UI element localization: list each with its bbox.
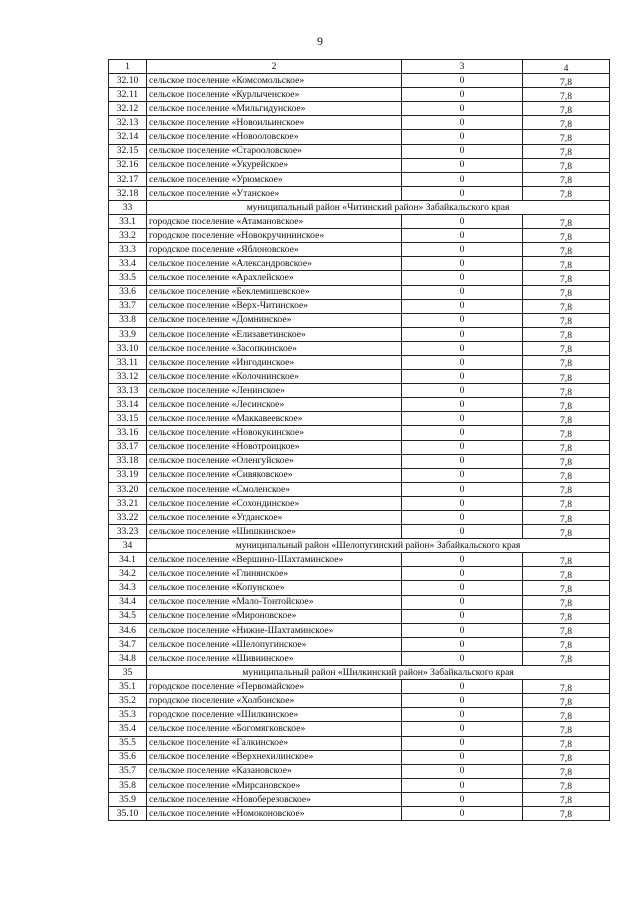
settlement-name: городское поселение «Атамановское»: [147, 215, 402, 229]
column-header-4: 4: [523, 60, 610, 74]
row-number: 35.7: [109, 764, 147, 778]
settlement-name: городское поселение «Шилкинское»: [147, 708, 402, 722]
row-number: 33.23: [109, 525, 147, 539]
column-4-value: 7,8: [523, 680, 610, 694]
table-row: [109, 496, 610, 510]
settlement-name: сельское поселение «Мирсановское»: [147, 778, 402, 792]
column-3-value: 0: [402, 243, 523, 257]
table-row: [109, 144, 610, 158]
column-3-value: 0: [402, 257, 523, 271]
row-number: 33.7: [109, 299, 147, 313]
row-number: 32.13: [109, 116, 147, 130]
column-3-value: 0: [402, 426, 523, 440]
table-header-row: [109, 60, 610, 74]
column-4-value: 7,8: [523, 806, 610, 820]
settlement-name: сельское поселение «Мильгидунское»: [147, 102, 402, 116]
settlement-name: сельское поселение «Шишкинское»: [147, 525, 402, 539]
table-row: [109, 651, 610, 665]
table-row: [109, 595, 610, 609]
column-3-value: 0: [402, 440, 523, 454]
row-number: 33.2: [109, 229, 147, 243]
row-number: 33.16: [109, 426, 147, 440]
column-3-value: 0: [402, 496, 523, 510]
column-4-value: 7,8: [523, 257, 610, 271]
settlement-name: сельское поселение «Лесинское»: [147, 398, 402, 412]
table-row: [109, 468, 610, 482]
column-4-value: 7,8: [523, 778, 610, 792]
settlement-name: сельское поселение «Старооловское»: [147, 144, 402, 158]
table-row: [109, 440, 610, 454]
settlement-name: сельское поселение «Александровское»: [147, 257, 402, 271]
column-4-value: 7,8: [523, 172, 610, 186]
column-3-value: 0: [402, 271, 523, 285]
table-row: [109, 186, 610, 200]
settlement-name: сельское поселение «Верхнехилинское»: [147, 750, 402, 764]
settlement-name: сельское поселение «Колочнинское»: [147, 370, 402, 384]
row-number: 33.9: [109, 327, 147, 341]
table-row: [109, 257, 610, 271]
column-3-value: 0: [402, 285, 523, 299]
column-3-value: 0: [402, 398, 523, 412]
table-row: [109, 285, 610, 299]
settlement-name: сельское поселение «Маккавеевское»: [147, 412, 402, 426]
table-row: [109, 623, 610, 637]
column-3-value: 0: [402, 341, 523, 355]
settlement-name: сельское поселение «Беклемишевское»: [147, 285, 402, 299]
settlement-name: сельское поселение «Арахлейское»: [147, 271, 402, 285]
settlement-name: сельское поселение «Глинянское»: [147, 567, 402, 581]
table-row: [109, 341, 610, 355]
row-number: 32.10: [109, 74, 147, 88]
row-number: 35.4: [109, 722, 147, 736]
column-4-value: 7,8: [523, 426, 610, 440]
row-number: 33.20: [109, 482, 147, 496]
column-header-2: 2: [147, 60, 402, 74]
row-number: 34.5: [109, 609, 147, 623]
column-3-value: 0: [402, 116, 523, 130]
column-4-value: 7,8: [523, 158, 610, 172]
table-row: [109, 313, 610, 327]
column-4-value: 7,8: [523, 398, 610, 412]
row-number: 33.21: [109, 496, 147, 510]
row-number: 34.6: [109, 623, 147, 637]
settlement-name: сельское поселение «Домнинское»: [147, 313, 402, 327]
table-row: [109, 680, 610, 694]
column-3-value: 0: [402, 750, 523, 764]
row-number: 33.4: [109, 257, 147, 271]
row-number: 32.15: [109, 144, 147, 158]
column-3-value: 0: [402, 158, 523, 172]
row-number: 32.17: [109, 172, 147, 186]
settlement-name: сельское поселение «Новотроицкое»: [147, 440, 402, 454]
row-number: 35.6: [109, 750, 147, 764]
column-3-value: 0: [402, 186, 523, 200]
section-row: [109, 200, 610, 214]
section-row: [109, 666, 610, 680]
column-4-value: 7,8: [523, 327, 610, 341]
row-number: 35.8: [109, 778, 147, 792]
column-4-value: 7,8: [523, 341, 610, 355]
column-3-value: 0: [402, 581, 523, 595]
column-4-value: 7,8: [523, 609, 610, 623]
section-number: 34: [109, 539, 147, 553]
settlement-name: сельское поселение «Смоленское»: [147, 482, 402, 496]
column-4-value: 7,8: [523, 285, 610, 299]
settlement-name: сельское поселение «Комсомольское»: [147, 74, 402, 88]
table-row: [109, 806, 610, 820]
table-row: [109, 327, 610, 341]
column-4-value: 7,8: [523, 623, 610, 637]
table-row: [109, 172, 610, 186]
column-3-value: 0: [402, 623, 523, 637]
row-number: 33.10: [109, 341, 147, 355]
table-row: [109, 130, 610, 144]
row-number: 32.11: [109, 88, 147, 102]
section-number: 33: [109, 200, 147, 214]
column-3-value: 0: [402, 778, 523, 792]
page-number: 9: [317, 34, 323, 48]
column-4-value: 7,8: [523, 736, 610, 750]
section-number: 35: [109, 666, 147, 680]
table-row: [109, 609, 610, 623]
table-row: [109, 384, 610, 398]
settlement-name: сельское поселение «Елизаветинское»: [147, 327, 402, 341]
table-row: [109, 116, 610, 130]
column-3-value: 0: [402, 313, 523, 327]
table-row: [109, 271, 610, 285]
table-row: [109, 158, 610, 172]
row-number: 33.18: [109, 454, 147, 468]
column-4-value: 7,8: [523, 553, 610, 567]
column-4-value: 7,8: [523, 313, 610, 327]
column-4-value: 7,8: [523, 440, 610, 454]
column-4-value: 7,8: [523, 186, 610, 200]
column-4-value: 7,8: [523, 144, 610, 158]
column-3-value: 0: [402, 525, 523, 539]
row-number: 33.5: [109, 271, 147, 285]
table-row: [109, 299, 610, 313]
settlement-name: сельское поселение «Сивяковское»: [147, 468, 402, 482]
settlement-name: сельское поселение «Верх-Читинское»: [147, 299, 402, 313]
column-4-value: 7,8: [523, 595, 610, 609]
column-4-value: 7,8: [523, 355, 610, 369]
table-row: [109, 764, 610, 778]
column-3-value: 0: [402, 172, 523, 186]
column-4-value: 7,8: [523, 454, 610, 468]
column-4-value: 7,8: [523, 722, 610, 736]
column-4-value: 7,8: [523, 694, 610, 708]
column-4-value: 7,8: [523, 299, 610, 313]
column-3-value: 0: [402, 553, 523, 567]
row-number: 33.3: [109, 243, 147, 257]
column-4-value: 7,8: [523, 468, 610, 482]
column-4-value: 7,8: [523, 88, 610, 102]
section-title: муниципальный район «Читинский район» Забайкальского края: [147, 200, 610, 214]
column-3-value: 0: [402, 792, 523, 806]
row-number: 35.9: [109, 792, 147, 806]
settlement-name: сельское поселение «Номоконовское»: [147, 806, 402, 820]
column-3-value: 0: [402, 384, 523, 398]
settlement-name: городское поселение «Первомайское»: [147, 680, 402, 694]
table-row: [109, 778, 610, 792]
row-number: 33.14: [109, 398, 147, 412]
row-number: 33.15: [109, 412, 147, 426]
settlement-name: сельское поселение «Вершино-Шахтаминское»: [147, 553, 402, 567]
table-row: [109, 74, 610, 88]
settlement-name: сельское поселение «Новоберезовское»: [147, 792, 402, 806]
settlement-name: сельское поселение «Новооловское»: [147, 130, 402, 144]
row-number: 32.14: [109, 130, 147, 144]
column-4-value: 7,8: [523, 708, 610, 722]
column-4-value: 7,8: [523, 215, 610, 229]
row-number: 35.1: [109, 680, 147, 694]
table-row: [109, 525, 610, 539]
row-number: 34.1: [109, 553, 147, 567]
row-number: 33.11: [109, 355, 147, 369]
column-3-value: 0: [402, 637, 523, 651]
row-number: 34.3: [109, 581, 147, 595]
table-row: [109, 426, 610, 440]
column-3-value: 0: [402, 482, 523, 496]
row-number: 33.13: [109, 384, 147, 398]
column-4-value: 7,8: [523, 243, 610, 257]
column-3-value: 0: [402, 595, 523, 609]
settlement-name: сельское поселение «Засопкинское»: [147, 341, 402, 355]
column-4-value: 7,8: [523, 130, 610, 144]
settlement-name: сельское поселение «Мало-Тонтойское»: [147, 595, 402, 609]
row-number: 35.2: [109, 694, 147, 708]
table-row: [109, 581, 610, 595]
settlement-name: городское поселение «Яблоновское»: [147, 243, 402, 257]
settlement-name: сельское поселение «Укурейское»: [147, 158, 402, 172]
table-row: [109, 370, 610, 384]
column-3-value: 0: [402, 299, 523, 313]
column-3-value: 0: [402, 88, 523, 102]
settlement-name: сельское поселение «Галкинское»: [147, 736, 402, 750]
column-4-value: 7,8: [523, 637, 610, 651]
row-number: 35.3: [109, 708, 147, 722]
column-3-value: 0: [402, 102, 523, 116]
column-4-value: 7,8: [523, 384, 610, 398]
table-row: [109, 567, 610, 581]
row-number: 33.12: [109, 370, 147, 384]
table-row: [109, 412, 610, 426]
column-3-value: 0: [402, 511, 523, 525]
row-number: 34.7: [109, 637, 147, 651]
table-row: [109, 102, 610, 116]
settlement-name: сельское поселение «Угданское»: [147, 511, 402, 525]
section-title: муниципальный район «Шелопугинский район» Забайкальского края: [147, 539, 610, 553]
column-3-value: 0: [402, 708, 523, 722]
row-number: 33.8: [109, 313, 147, 327]
row-number: 35.5: [109, 736, 147, 750]
row-number: 33.19: [109, 468, 147, 482]
table-row: [109, 482, 610, 496]
column-4-value: 7,8: [523, 370, 610, 384]
table-row: [109, 454, 610, 468]
column-3-value: 0: [402, 144, 523, 158]
row-number: 33.17: [109, 440, 147, 454]
row-number: 32.12: [109, 102, 147, 116]
table-row: [109, 553, 610, 567]
row-number: 34.2: [109, 567, 147, 581]
column-3-value: 0: [402, 651, 523, 665]
settlement-name: сельское поселение «Шивиинское»: [147, 651, 402, 665]
row-number: 34.4: [109, 595, 147, 609]
column-3-value: 0: [402, 609, 523, 623]
settlement-name: сельское поселение «Богомягковское»: [147, 722, 402, 736]
column-4-value: 7,8: [523, 74, 610, 88]
row-number: 33.1: [109, 215, 147, 229]
settlement-name: сельское поселение «Сохондинское»: [147, 496, 402, 510]
row-number: 33.6: [109, 285, 147, 299]
column-4-value: 7,8: [523, 651, 610, 665]
settlement-name: сельское поселение «Нижне-Шахтаминское»: [147, 623, 402, 637]
column-3-value: 0: [402, 74, 523, 88]
settlement-name: сельское поселение «Ингодинское»: [147, 355, 402, 369]
column-4-value: 7,8: [523, 750, 610, 764]
column-3-value: 0: [402, 130, 523, 144]
column-3-value: 0: [402, 412, 523, 426]
table-row: [109, 750, 610, 764]
settlement-name: сельское поселение «Новокукинское»: [147, 426, 402, 440]
column-header-3: 3: [402, 60, 523, 74]
settlement-name: городское поселение «Новокручининское»: [147, 229, 402, 243]
column-4-value: 7,8: [523, 581, 610, 595]
settlement-name: сельское поселение «Шелопугинское»: [147, 637, 402, 651]
settlement-name: сельское поселение «Оленгуйское»: [147, 454, 402, 468]
column-4-value: 7,8: [523, 567, 610, 581]
column-3-value: 0: [402, 454, 523, 468]
table-row: [109, 694, 610, 708]
column-4-value: 7,8: [523, 764, 610, 778]
column-4-value: 7,8: [523, 525, 610, 539]
table-row: [109, 229, 610, 243]
column-3-value: 0: [402, 722, 523, 736]
settlement-name: сельское поселение «Ленинское»: [147, 384, 402, 398]
column-4-value: 7,8: [523, 116, 610, 130]
column-3-value: 0: [402, 229, 523, 243]
table-row: [109, 511, 610, 525]
column-3-value: 0: [402, 355, 523, 369]
settlement-name: сельское поселение «Утанское»: [147, 186, 402, 200]
section-title: муниципальный район «Шилкинский район» Забайкальского края: [147, 666, 610, 680]
settlement-name: сельское поселение «Курлыченское»: [147, 88, 402, 102]
settlement-name: сельское поселение «Мироновское»: [147, 609, 402, 623]
column-4-value: 7,8: [523, 271, 610, 285]
column-3-value: 0: [402, 736, 523, 750]
column-3-value: 0: [402, 468, 523, 482]
table-row: [109, 215, 610, 229]
settlement-name: городское поселение «Холбонское»: [147, 694, 402, 708]
column-4-value: 7,8: [523, 412, 610, 426]
column-4-value: 7,8: [523, 496, 610, 510]
table-row: [109, 88, 610, 102]
column-3-value: 0: [402, 567, 523, 581]
table-row: [109, 637, 610, 651]
table-row: [109, 736, 610, 750]
settlement-name: сельское поселение «Новоильинское»: [147, 116, 402, 130]
row-number: 33.22: [109, 511, 147, 525]
table-row: [109, 722, 610, 736]
column-3-value: 0: [402, 694, 523, 708]
table-row: [109, 708, 610, 722]
settlement-name: сельское поселение «Казановское»: [147, 764, 402, 778]
settlement-name: сельское поселение «Урюмское»: [147, 172, 402, 186]
table-row: [109, 792, 610, 806]
column-4-value: 7,8: [523, 792, 610, 806]
table-row: [109, 355, 610, 369]
column-3-value: 0: [402, 327, 523, 341]
column-3-value: 0: [402, 764, 523, 778]
settlement-name: сельское поселение «Копунское»: [147, 581, 402, 595]
column-4-value: 7,8: [523, 482, 610, 496]
column-4-value: 7,8: [523, 511, 610, 525]
column-3-value: 0: [402, 370, 523, 384]
row-number: 35.10: [109, 806, 147, 820]
table-row: [109, 398, 610, 412]
column-3-value: 0: [402, 806, 523, 820]
settlement-table: [108, 59, 610, 821]
section-row: [109, 539, 610, 553]
table-row: [109, 243, 610, 257]
row-number: 32.18: [109, 186, 147, 200]
row-number: 32.16: [109, 158, 147, 172]
column-3-value: 0: [402, 680, 523, 694]
row-number: 34.8: [109, 651, 147, 665]
column-header-1: 1: [109, 60, 147, 74]
column-4-value: 7,8: [523, 229, 610, 243]
column-4-value: 7,8: [523, 102, 610, 116]
column-3-value: 0: [402, 215, 523, 229]
